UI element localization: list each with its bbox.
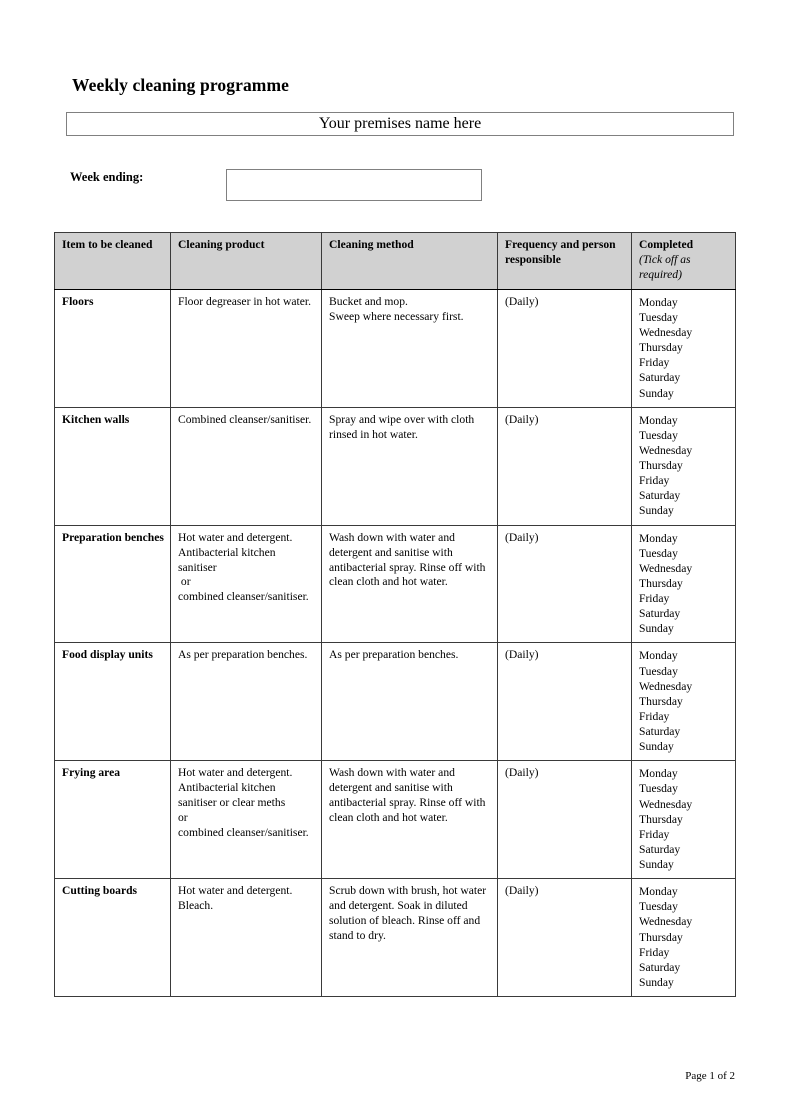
column-header-item: Item to be cleaned: [55, 233, 171, 290]
table-header-row: [55, 233, 736, 290]
page-footer: Page 1 of 2: [685, 1070, 735, 1082]
day-checkbox-label[interactable]: Wednesday: [639, 679, 693, 693]
column-header-completed: [632, 233, 736, 290]
day-checkbox-label[interactable]: Tuesday: [639, 428, 678, 442]
cell-cleaning-method: [322, 289, 498, 407]
day-checkbox-label[interactable]: Thursday: [639, 694, 683, 708]
cell-completed-days[interactable]: [632, 879, 736, 997]
premises-name-text: Your premises name here: [318, 115, 482, 132]
column-header-product: Cleaning product: [171, 233, 322, 290]
table-row: [55, 289, 736, 407]
item-name: Preparation benches: [62, 530, 164, 544]
table-row: [55, 407, 736, 525]
day-checkbox-label[interactable]: Friday: [639, 474, 670, 488]
page-title: Weekly cleaning programme: [72, 75, 290, 95]
day-checkbox-label[interactable]: Saturday: [639, 489, 681, 503]
column-header-frequency: Frequency and person responsible: [498, 233, 632, 290]
item-name: Kitchen walls: [62, 412, 130, 426]
day-checkbox-label[interactable]: Saturday: [639, 725, 681, 739]
cell-cleaning-product: [171, 761, 322, 879]
product-line: or: [178, 811, 188, 825]
day-checkbox-label[interactable]: Saturday: [639, 371, 681, 385]
day-checkbox-label[interactable]: Thursday: [639, 930, 683, 944]
cell-cleaning-method: [322, 643, 498, 761]
method-line: Spray and wipe over with cloth rinsed in hot water.: [329, 412, 478, 441]
cell-frequency[interactable]: (Daily): [498, 407, 632, 525]
cell-completed-days[interactable]: [632, 407, 736, 525]
cell-cleaning-method: [322, 879, 498, 997]
cell-completed-days[interactable]: [632, 525, 736, 643]
day-checkbox-label[interactable]: Wednesday: [639, 561, 693, 575]
day-checkbox-label[interactable]: Sunday: [639, 622, 674, 636]
product-line: Hot water and detergent. Antibacterial kitchen sanitiser or clear meths: [178, 766, 295, 810]
day-checkbox-label[interactable]: Tuesday: [639, 664, 678, 678]
column-header-completed-label: Completed: [639, 238, 694, 251]
item-name: Floors: [62, 294, 94, 308]
day-checkbox-label[interactable]: Sunday: [639, 975, 674, 989]
day-checkbox-label[interactable]: Tuesday: [639, 900, 678, 914]
product-line: Hot water and detergent. Antibacterial kitchen sanitiser: [178, 530, 295, 574]
day-checkbox-label[interactable]: Sunday: [639, 740, 674, 754]
cell-completed-days[interactable]: [632, 643, 736, 761]
cell-cleaning-product: [171, 289, 322, 407]
week-ending-input[interactable]: [226, 169, 482, 201]
method-line: Wash down with water and detergent and sanitise with antibacterial spray. Rinse off with clean cloth and hot water.: [329, 530, 489, 589]
day-checkbox-label[interactable]: Thursday: [639, 576, 683, 590]
day-checkbox-label[interactable]: Monday: [639, 531, 678, 545]
day-checkbox-label[interactable]: Friday: [639, 827, 670, 841]
product-line: Floor degreaser in hot water.: [178, 294, 311, 308]
cell-frequency[interactable]: (Daily): [498, 761, 632, 879]
day-checkbox-label[interactable]: Wednesday: [639, 443, 693, 457]
day-checkbox-label[interactable]: Thursday: [639, 812, 683, 826]
table-row: [55, 525, 736, 643]
cell-cleaning-product: [171, 643, 322, 761]
product-line: combined cleanser/sanitiser.: [178, 826, 309, 840]
day-checkbox-label[interactable]: Thursday: [639, 341, 683, 355]
cell-frequency[interactable]: (Daily): [498, 289, 632, 407]
day-checkbox-label[interactable]: Monday: [639, 767, 678, 781]
week-ending-label: Week ending:: [70, 170, 144, 184]
table-row: [55, 761, 736, 879]
cell-cleaning-method: [322, 525, 498, 643]
cell-cleaning-product: [171, 879, 322, 997]
cell-cleaning-method: [322, 761, 498, 879]
cell-frequency[interactable]: (Daily): [498, 643, 632, 761]
day-checkbox-label[interactable]: Friday: [639, 945, 670, 959]
product-line: Hot water and detergent. Bleach.: [178, 884, 296, 913]
cell-cleaning-product: [171, 525, 322, 643]
day-checkbox-label[interactable]: Wednesday: [639, 915, 693, 929]
cell-frequency[interactable]: (Daily): [498, 879, 632, 997]
product-line: Combined cleanser/sanitiser.: [178, 412, 312, 426]
day-checkbox-label[interactable]: Monday: [639, 649, 678, 663]
cell-item: [55, 643, 171, 761]
cell-item: [55, 525, 171, 643]
method-line: As per preparation benches.: [329, 648, 459, 662]
method-line: Sweep where necessary first.: [329, 309, 464, 323]
day-checkbox-label[interactable]: Friday: [639, 709, 670, 723]
day-checkbox-label[interactable]: Monday: [639, 413, 678, 427]
table-header: [55, 233, 736, 290]
cell-cleaning-method: [322, 407, 498, 525]
table-body: [55, 289, 736, 996]
day-checkbox-label[interactable]: Monday: [639, 295, 678, 309]
day-checkbox-label[interactable]: Thursday: [639, 459, 683, 473]
premises-name-field[interactable]: [66, 112, 734, 136]
item-name: Frying area: [62, 766, 121, 780]
day-checkbox-label[interactable]: Tuesday: [639, 310, 678, 324]
day-checkbox-label[interactable]: Tuesday: [639, 546, 678, 560]
day-checkbox-label[interactable]: Sunday: [639, 858, 674, 872]
cell-item: [55, 879, 171, 997]
table-row: [55, 879, 736, 997]
cell-completed-days[interactable]: [632, 289, 736, 407]
day-checkbox-label[interactable]: Saturday: [639, 607, 681, 621]
day-checkbox-label[interactable]: Friday: [639, 356, 670, 370]
day-checkbox-label[interactable]: Monday: [639, 885, 678, 899]
cell-completed-days[interactable]: [632, 761, 736, 879]
day-checkbox-label[interactable]: Saturday: [639, 960, 681, 974]
cell-frequency[interactable]: (Daily): [498, 525, 632, 643]
method-line: Bucket and mop.: [329, 294, 408, 308]
day-checkbox-label[interactable]: Friday: [639, 592, 670, 606]
day-checkbox-label[interactable]: Sunday: [639, 386, 674, 400]
day-checkbox-label[interactable]: Saturday: [639, 842, 681, 856]
cell-cleaning-product: [171, 407, 322, 525]
method-line: Scrub down with brush, hot water and detergent. Soak in diluted solution of bleach. Rinse off and stand to dry.: [329, 884, 490, 943]
day-checkbox-label[interactable]: Sunday: [639, 504, 674, 518]
item-name: Cutting boards: [62, 884, 138, 898]
table-row: [55, 643, 736, 761]
cell-item: [55, 289, 171, 407]
day-checkbox-label[interactable]: Tuesday: [639, 782, 678, 796]
column-header-method: Cleaning method: [322, 233, 498, 290]
cleaning-schedule-table-wrap: [54, 232, 735, 997]
column-header-completed-note: (Tick off as required): [639, 252, 691, 281]
cell-item: [55, 761, 171, 879]
product-line: or: [178, 575, 191, 589]
method-line: Wash down with water and detergent and sanitise with antibacterial spray. Rinse off with clean cloth and hot water.: [329, 766, 489, 825]
day-checkbox-label[interactable]: Wednesday: [639, 326, 693, 340]
item-name: Food display units: [62, 648, 153, 662]
product-line: As per preparation benches.: [178, 648, 308, 662]
cell-item: [55, 407, 171, 525]
day-checkbox-label[interactable]: Wednesday: [639, 797, 693, 811]
cleaning-schedule-table: [54, 232, 736, 997]
product-line: combined cleanser/sanitiser.: [178, 590, 309, 604]
